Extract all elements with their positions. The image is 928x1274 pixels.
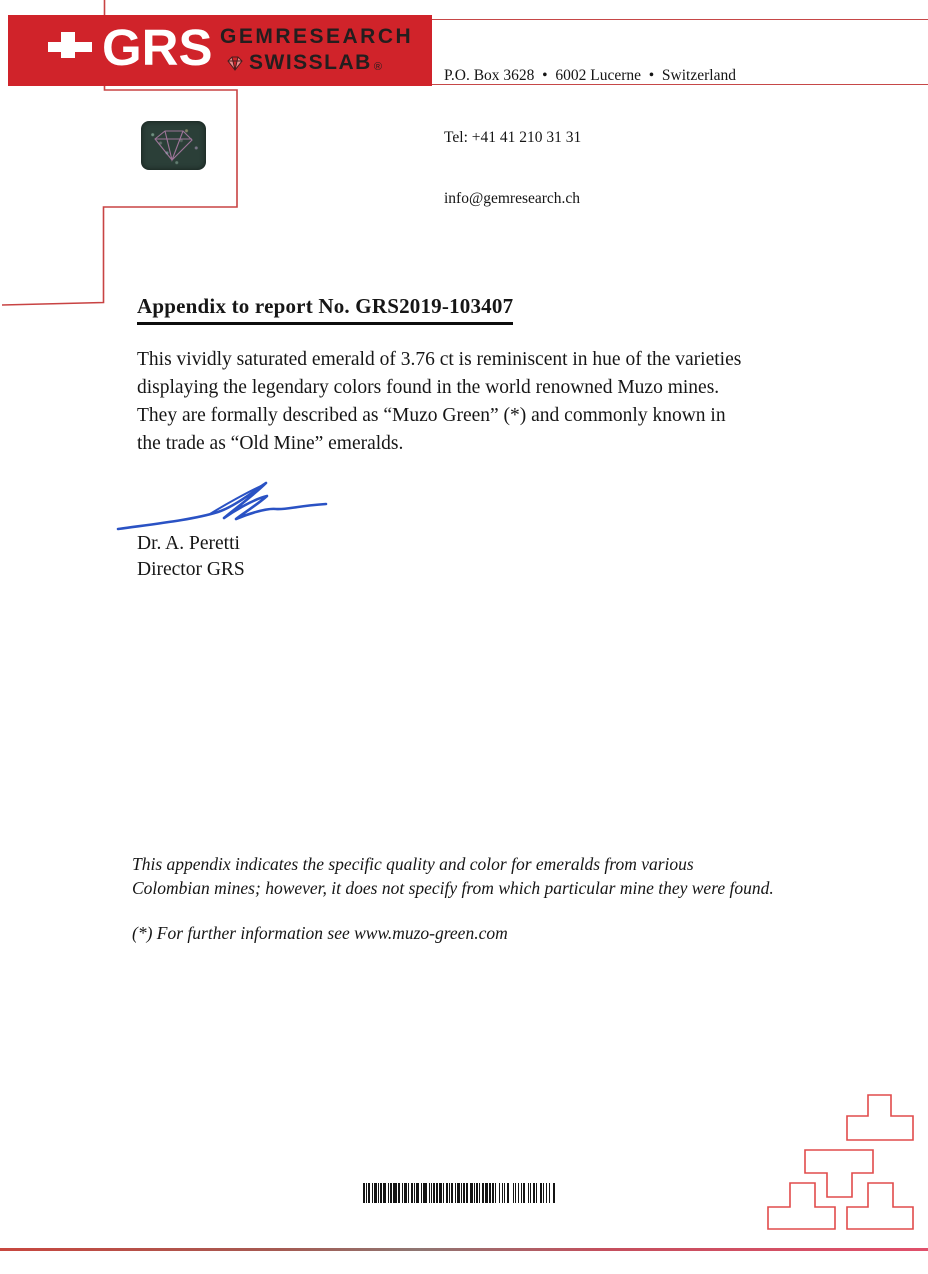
disclaimer (132, 853, 872, 900)
hologram-sticker (141, 121, 206, 170)
disclaimer-line: This appendix indicates the specific quality and color for emeralds from various (132, 854, 694, 874)
logo-type-block (220, 25, 413, 75)
signatory-name: Dr. A. Peretti (137, 533, 240, 554)
footer-rule (0, 1248, 928, 1251)
contact-phone: Tel: +41 41 210 31 31 (444, 128, 582, 146)
contact-email: info@gemresearch.ch (444, 190, 581, 207)
decorative-step-shapes (760, 1088, 920, 1238)
diamond-icon (224, 55, 246, 72)
signatory-title: Director GRS (137, 559, 245, 580)
signature (114, 480, 332, 536)
logo-grs-text: GRS (102, 19, 213, 76)
logo-swisslab-text: SWISSLAB (249, 51, 372, 74)
body-line: They are formally described as “Muzo Green” (*) and commonly known in (137, 405, 726, 426)
logo-gemresearch-text: GEMRESEARCH (220, 25, 414, 48)
body-line: displaying the legendary colors found in the world renowned Muzo mines. (137, 377, 720, 398)
contact-address: P.O. Box 3628 • 6002 Lucerne • Switzerland (444, 67, 736, 84)
report-title: Appendix to report No. GRS2019-103407 (137, 294, 513, 325)
body-paragraph (137, 346, 847, 458)
hologram-diamond-icon (145, 125, 202, 166)
header-banner (8, 15, 432, 86)
barcode (363, 1183, 560, 1203)
swiss-cross-icon (48, 32, 100, 72)
body-line: the trade as “Old Mine” emeralds. (137, 433, 404, 454)
body-line: This vividly saturated emerald of 3.76 ct is reminiscent in hue of the varieties (137, 349, 742, 370)
disclaimer-line: Colombian mines; however, it does not specify from which particular mine they were found. (132, 877, 774, 898)
registered-mark: ® (373, 61, 384, 73)
footnote: (*) For further information see www.muzo-green.com (132, 923, 508, 943)
contact-box (428, 19, 928, 207)
